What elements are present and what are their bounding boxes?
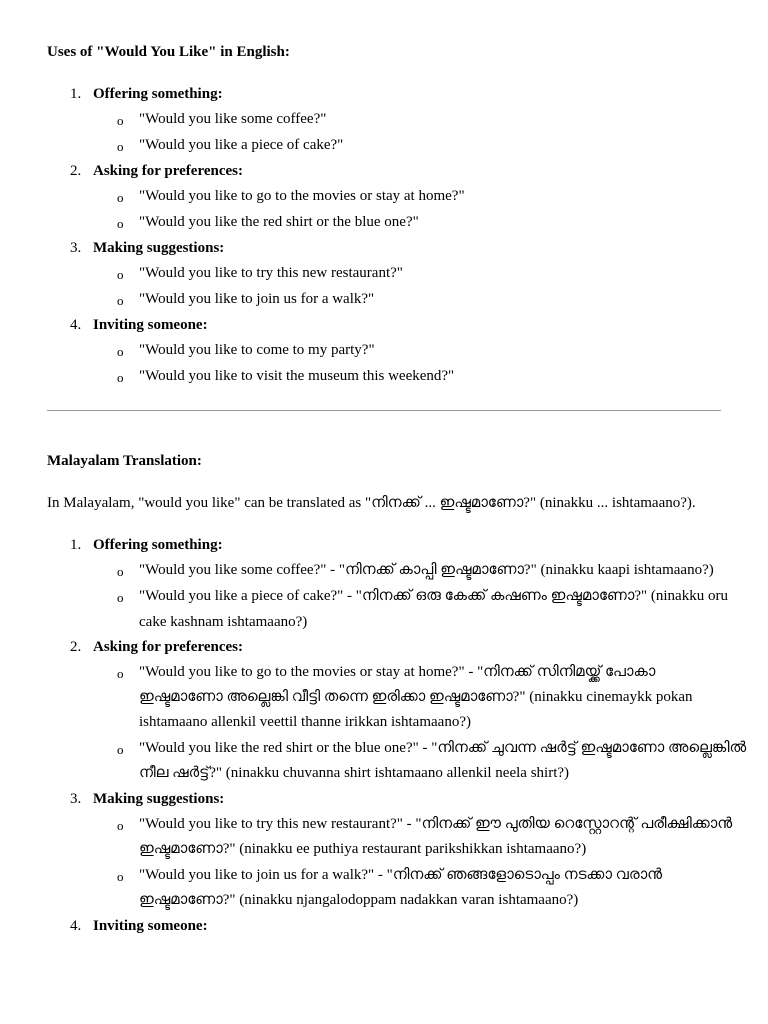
list-number: 1.	[70, 537, 82, 553]
bullet-marker: o	[117, 564, 124, 579]
list-item-continuation: ഇഷ്ടമാണോ?" (ninakku ee puthiya restaurant parikshikkan ishtamaano?)	[139, 841, 587, 857]
list-heading: Asking for preferences:	[93, 639, 243, 655]
list-heading: Inviting someone:	[93, 317, 208, 333]
bullet-marker: o	[117, 293, 124, 308]
list-item-number	[70, 533, 223, 558]
list-item-number	[70, 236, 224, 261]
bullet-marker: o	[117, 139, 124, 154]
list-number: 2.	[70, 163, 82, 179]
intro-paragraph: In Malayalam, "would you like" can be translated as "നിനക്ക് ... ഇഷ്ടമാണോ?" (ninakku ... ishtamaano?).	[47, 495, 696, 511]
list-item: "Would you like the red shirt or the blue one?"	[139, 214, 419, 230]
bullet-marker: o	[117, 370, 124, 385]
bullet-marker: o	[117, 666, 124, 681]
bullet-marker: o	[117, 869, 124, 884]
list-item: "Would you like to join us for a walk?" - "നിനക്ക് ഞങ്ങളോടൊപ്പം നടക്കാ വരാൻ	[139, 867, 663, 883]
bullet-marker: o	[117, 216, 124, 231]
bullet-marker: o	[117, 190, 124, 205]
list-number: 3.	[70, 791, 82, 807]
list-item-number	[70, 313, 208, 338]
list-item-number	[70, 82, 223, 107]
list-item: "Would you like some coffee?" - "നിനക്ക് കാപ്പി ഇഷ്ടമാണോ?" (ninakku kaapi ishtamaano?)	[139, 562, 714, 578]
list-heading: Making suggestions:	[93, 791, 225, 807]
section-heading-english: Uses of "Would You Like" in English:	[47, 44, 290, 60]
list-item: "Would you like the red shirt or the blue one?" - "നിനക്ക് ചുവന്ന ഷർട്ട് ഇഷ്ടമാണോ അല്ലെങ്കിൽ	[139, 740, 747, 756]
list-item-number	[70, 635, 243, 660]
section-heading-malayalam: Malayalam Translation:	[47, 453, 202, 469]
horizontal-divider	[47, 410, 721, 411]
list-heading: Making suggestions:	[93, 240, 225, 256]
list-number: 2.	[70, 639, 82, 655]
list-item: "Would you like a piece of cake?"	[139, 137, 344, 153]
list-item: "Would you like to go to the movies or stay at home?"	[139, 188, 465, 204]
bullet-marker: o	[117, 590, 124, 605]
list-item: "Would you like a piece of cake?" - "നിനക്ക് ഒരു കേക്ക് കഷണം ഇഷ്ടമാണോ?" (ninakku oru	[139, 588, 728, 604]
list-item-continuation: ishtamaano allenkil veettil thanne irikkan ishtamaano?)	[139, 714, 471, 730]
list-item: "Would you like to visit the museum this weekend?"	[139, 368, 455, 384]
list-item: "Would you like some coffee?"	[139, 111, 327, 127]
bullet-marker: o	[117, 818, 124, 833]
list-number: 4.	[70, 317, 82, 333]
list-item: "Would you like to join us for a walk?"	[139, 291, 375, 307]
list-item-continuation: ഇഷ്ടമാണോ അല്ലെങ്കി വീട്ടി തന്നെ ഇരിക്കാ ഇഷ്ടമാണോ?" (ninakku cinemaykk pokan	[139, 689, 693, 705]
list-number: 4.	[70, 918, 82, 934]
list-heading: Offering something:	[93, 537, 223, 553]
list-item: "Would you like to try this new restaurant?"	[139, 265, 403, 281]
list-heading: Inviting someone:	[93, 918, 208, 934]
list-item-continuation: cake kashnam ishtamaano?)	[139, 614, 308, 630]
list-item: "Would you like to go to the movies or stay at home?" - "നിനക്ക് സിനിമയ്ക്ക് പോകാ	[139, 664, 656, 680]
list-item-number	[70, 159, 243, 184]
bullet-marker: o	[117, 267, 124, 282]
list-item: "Would you like to come to my party?"	[139, 342, 375, 358]
list-number: 1.	[70, 86, 82, 102]
list-item-number	[70, 914, 208, 939]
bullet-marker: o	[117, 344, 124, 359]
list-item: "Would you like to try this new restaurant?" - "നിനക്ക് ഈ പുതിയ റെസ്റ്റോറന്റ് പരീക്ഷിക്കാൻ	[139, 816, 733, 832]
list-item-continuation: ഇഷ്ടമാണോ?" (ninakku njangalodoppam nadakkan varan ishtamaano?)	[139, 892, 579, 908]
list-item-continuation: നീല ഷർട്ട്?" (ninakku chuvanna shirt ishtamaano allenkil neela shirt?)	[139, 765, 570, 781]
list-heading: Asking for preferences:	[93, 163, 243, 179]
list-number: 3.	[70, 240, 82, 256]
list-heading: Offering something:	[93, 86, 223, 102]
list-item-number	[70, 787, 224, 812]
bullet-marker: o	[117, 742, 124, 757]
bullet-marker: o	[117, 113, 124, 128]
